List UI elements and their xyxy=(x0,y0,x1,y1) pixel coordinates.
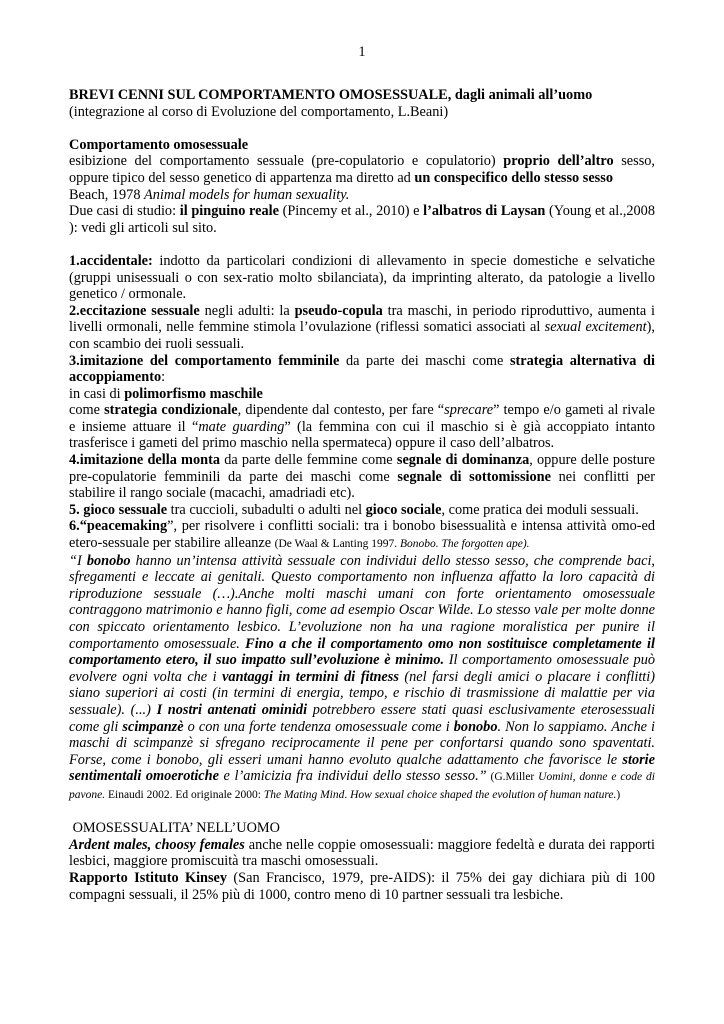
item-male-polymorphism: in casi di polimorfismo maschile xyxy=(69,385,263,402)
miller-quote: “I bonobo hanno un’intensa attività sessuale con individui dello stesso sesso, che comprende baci, sfregamenti e leccate ai genitali. Questo comportamento non influenza affatto la loro capacità di riproduzione sessuale (…).Anche molti maschi umani con forte orientamento omosessuale contraggono matrimonio e hanno figli, come ad esempio Oscar Wilde. Lo stesso vale per molte donne con spiccato orientamento lesbico. L’evoluzione non ha una ragione moralistica per punire il comportamento omosessuale. Fino a che il comportamento omo non sostituisce completamente il comportamento etero, il suo impatto sull’evoluzione è minimo. Il comportamento omosessuale può evolvere ogni volta che i vantaggi in termini di fitness (nel farsi degli amici o placare i conflitti) siano superiori ai costi (in termini di energia, tempo, e rischio di trasmissione di malattie per via sessuale). (...) I nostri antenati ominidi potrebbero essere stati quasi esclusivamente eterosessuali come gli scimpanzè o con una forte tendenza omosessuale come i bonobo. Non lo sappiamo. Anche i maschi di scimpanzè si sfregano reciprocamente il pene per confortarsi quando sono spaventati. Forse, come i bonobo, gli esseri umani hanno evoluto qualche adattamento che favorisce le storie sentimentali omoerotiche e l’amicizia fra individui dello stesso sesso.” (G.Miller Uomini, donne e code di pavone. Einaudi 2002. Ed originale 2000: The Mating Mind. How sexual choice shaped the evolution of human nature.) xyxy=(69,552,656,801)
definition-text: esibizione del comportamento sessuale (pre-copulatorio e copulatorio) proprio dell’altro sesso, oppure tipico del sesso genetico di appartenza ma diretto ad un conspecifico dello stesso sesso xyxy=(69,153,655,186)
definition-reference: Beach, 1978 Animal models for human sexuality. xyxy=(69,186,350,203)
item-female-imitation: 3.imitazione del comportamento femminile da parte dei maschi come strategia alternativa di accoppiamento: xyxy=(69,352,655,386)
kinsey-report-paragraph: Rapporto Istituto Kinsey (San Francisco, 1979, pre-AIDS): il 75% dei gay dichiara più di 100 compagni sessuali, il 25% più di 1000, contro meno di 10 partner sessuali tra lesbiche. xyxy=(69,869,655,903)
case-studies: Due casi di studio: il pinguino reale (Pincemy et al., 2010) e l’albatros di Laysan (Young et al.,2008 ): vedi gli articoli sul sito. xyxy=(69,203,655,236)
item-peacemaking: 6.“peacemaking”, per risolvere i conflitti sociali: tra i bonobo bisessualità e intensa attività omo-ed etero-sessuale per stabilire alleanze (De Waal & Lanting 1997. Bonobo. The forgotten ape). xyxy=(69,518,655,552)
page-number: 1 xyxy=(358,44,366,60)
item-sexual-play: 5. gioco sessuale tra cuccioli, subadulti o adulti nel gioco sociale, come pratica dei moduli sessuali. xyxy=(69,501,639,518)
document-title: BREVI CENNI SUL COMPORTAMENTO OMOSESSUALE, dagli animali all’uomo xyxy=(69,87,593,103)
item-mounting-imitation: 4.imitazione della monta da parte delle femmine come segnale di dominanza, oppure delle posture pre-copulatorie femminili da parte dei maschi come segnale di sottomissione nei conflitti per stabilire il rango sociale (macachi, amadriadi etc). xyxy=(69,452,655,502)
ardent-males-paragraph: Ardent males, choosy females anche nelle coppie omosessuali: maggiore fedeltà e durata dei rapporti lesbici, maggiore promiscuità tra maschi omosessuali. xyxy=(69,836,655,870)
definition-heading: Comportamento omosessuale xyxy=(69,136,249,153)
human-section-heading: OMOSESSUALITA’ NELL’UOMO xyxy=(69,820,280,837)
item-sexual-arousal: 2.eccitazione sessuale negli adulti: la pseudo-copula tra maschi, in periodo riproduttivo, aumenta i livelli ormonali, nelle femmine stimola l’ovulazione (riflessi somatici associati al sexual excitement), con scambio dei ruoli sessuali. xyxy=(69,302,655,352)
document-subtitle: (integrazione al corso di Evoluzione del comportamento, L.Beani) xyxy=(69,103,449,120)
item-accidental: 1.accidentale: indotto da particolari condizioni di allevamento in specie domestiche e selvatiche (gruppi unisessuali o con sex-ratio molto sbilanciata), da imprinting alterato, da patologie a livello genetico / ormonale. xyxy=(69,252,655,303)
item-conditional-strategy: come strategia condizionale, dipendente dal contesto, per fare “sprecare” tempo e/o gameti al rivale e insieme attuare il “mate guarding” (la femmina con cui il maschio si è già accoppiato intanto trasferisce i gameti del primo maschio nella spermateca) oppure il caso dell’albatros. xyxy=(69,402,655,452)
document-body xyxy=(69,87,655,903)
